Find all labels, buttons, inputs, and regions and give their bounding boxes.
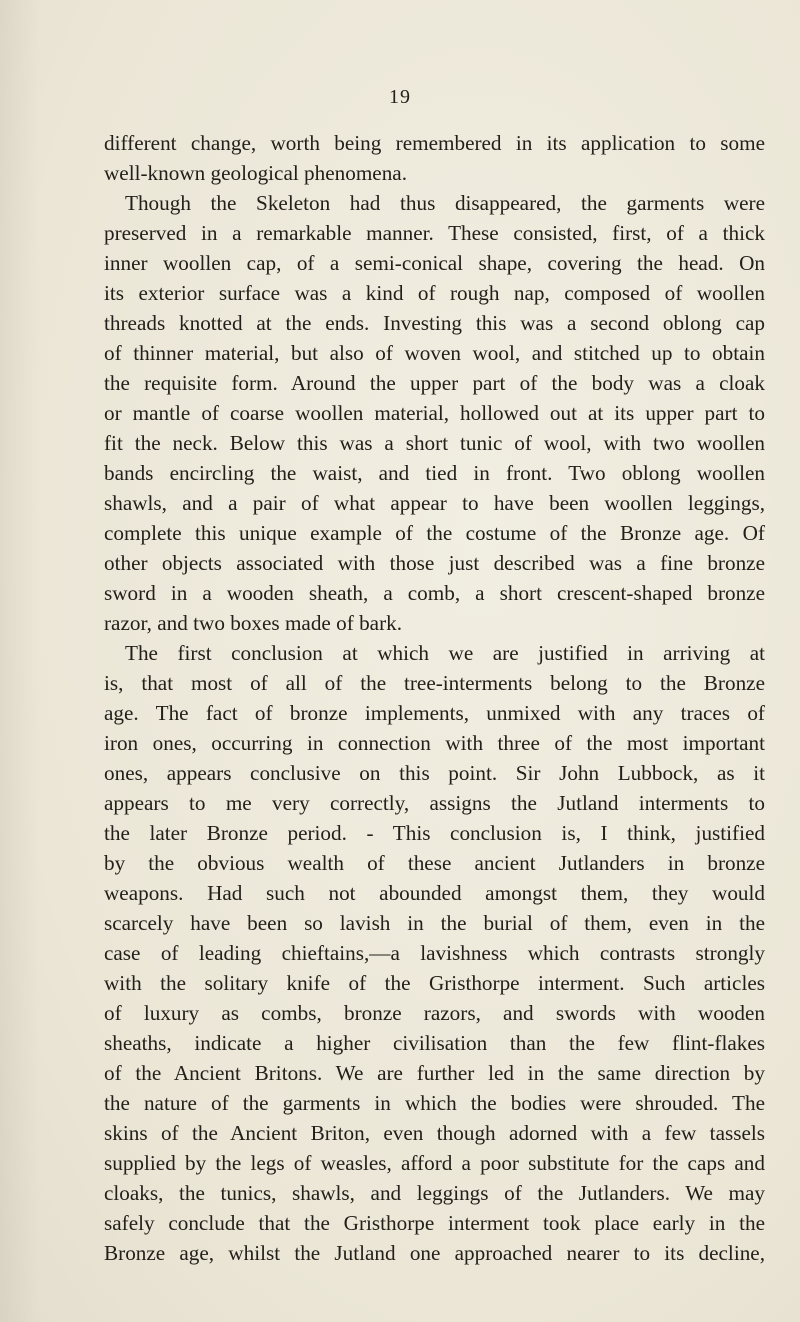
body-text xyxy=(104,128,765,1268)
text-line: the nature of the garments in which the bodies were shrouded. The xyxy=(104,1091,765,1115)
text-line: with the solitary knife of the Gristhorpe interment. Such articles xyxy=(104,971,765,995)
text-line: Though the Skeleton had thus disappeared, the garments were xyxy=(125,191,765,215)
text-line: of luxury as combs, bronze razors, and swords with wooden xyxy=(104,1001,765,1025)
text-line: of the Ancient Britons. We are further led in the same direction by xyxy=(104,1061,765,1085)
text-line: Bronze age, whilst the Jutland one approached nearer to its decline, xyxy=(104,1241,765,1265)
text-line: the later Bronze period. - This conclusion is, I think, justified xyxy=(104,821,765,845)
text-line: supplied by the legs of weasles, afford a poor substitute for the caps and xyxy=(104,1151,765,1175)
text-line: razor, and two boxes made of bark. xyxy=(104,611,403,635)
text-line: skins of the Ancient Briton, even though adorned with a few tassels xyxy=(104,1121,765,1145)
text-line: safely conclude that the Gristhorpe interment took place early in the xyxy=(104,1211,765,1235)
text-line: shawls, and a pair of what appear to have been woollen leggings, xyxy=(104,491,765,515)
text-line: by the obvious wealth of these ancient Jutlanders in bronze xyxy=(104,851,765,875)
text-line: sheaths, indicate a higher civilisation than the few flint-flakes xyxy=(104,1031,765,1055)
text-line: case of leading chieftains,—a lavishness which contrasts strongly xyxy=(104,941,765,965)
text-line: sword in a wooden sheath, a comb, a short crescent-shaped bronze xyxy=(104,581,765,605)
text-line: age. The fact of bronze implements, unmixed with any traces of xyxy=(104,701,765,725)
text-line: different change, worth being remembered in its application to some xyxy=(104,131,765,155)
text-line: or mantle of coarse woollen material, hollowed out at its upper part to xyxy=(104,401,765,425)
text-line: its exterior surface was a kind of rough nap, composed of woollen xyxy=(104,281,765,305)
text-line: is, that most of all of the tree-interments belong to the Bronze xyxy=(104,671,765,695)
text-line: preserved in a remarkable manner. These consisted, first, of a thick xyxy=(104,221,765,245)
text-line: complete this unique example of the costume of the Bronze age. Of xyxy=(104,521,765,545)
text-line: The first conclusion at which we are justified in arriving at xyxy=(125,641,765,665)
text-line: weapons. Had such not abounded amongst them, they would xyxy=(104,881,765,905)
text-line: inner woollen cap, of a semi-conical shape, covering the head. On xyxy=(104,251,765,275)
text-line: ones, appears conclusive on this point. Sir John Lubbock, as it xyxy=(104,761,765,785)
text-line: cloaks, the tunics, shawls, and leggings of the Jutlanders. We may xyxy=(104,1181,765,1205)
text-line: threads knotted at the ends. Investing this was a second oblong cap xyxy=(104,311,765,335)
text-line: the requisite form. Around the upper part of the body was a cloak xyxy=(104,371,765,395)
text-line: of thinner material, but also of woven wool, and stitched up to obtain xyxy=(104,341,765,365)
text-line: appears to me very correctly, assigns the Jutland interments to xyxy=(104,791,765,815)
text-line: iron ones, occurring in connection with three of the most important xyxy=(104,731,765,755)
text-line: scarcely have been so lavish in the burial of them, even in the xyxy=(104,911,765,935)
text-line: other objects associated with those just described was a fine bronze xyxy=(104,551,765,575)
text-line: bands encircling the waist, and tied in front. Two oblong woollen xyxy=(104,461,765,485)
text-line: fit the neck. Below this was a short tunic of wool, with two woollen xyxy=(104,431,765,455)
page-number: 19 xyxy=(389,86,411,108)
text-line: well-known geological phenomena. xyxy=(104,161,408,185)
